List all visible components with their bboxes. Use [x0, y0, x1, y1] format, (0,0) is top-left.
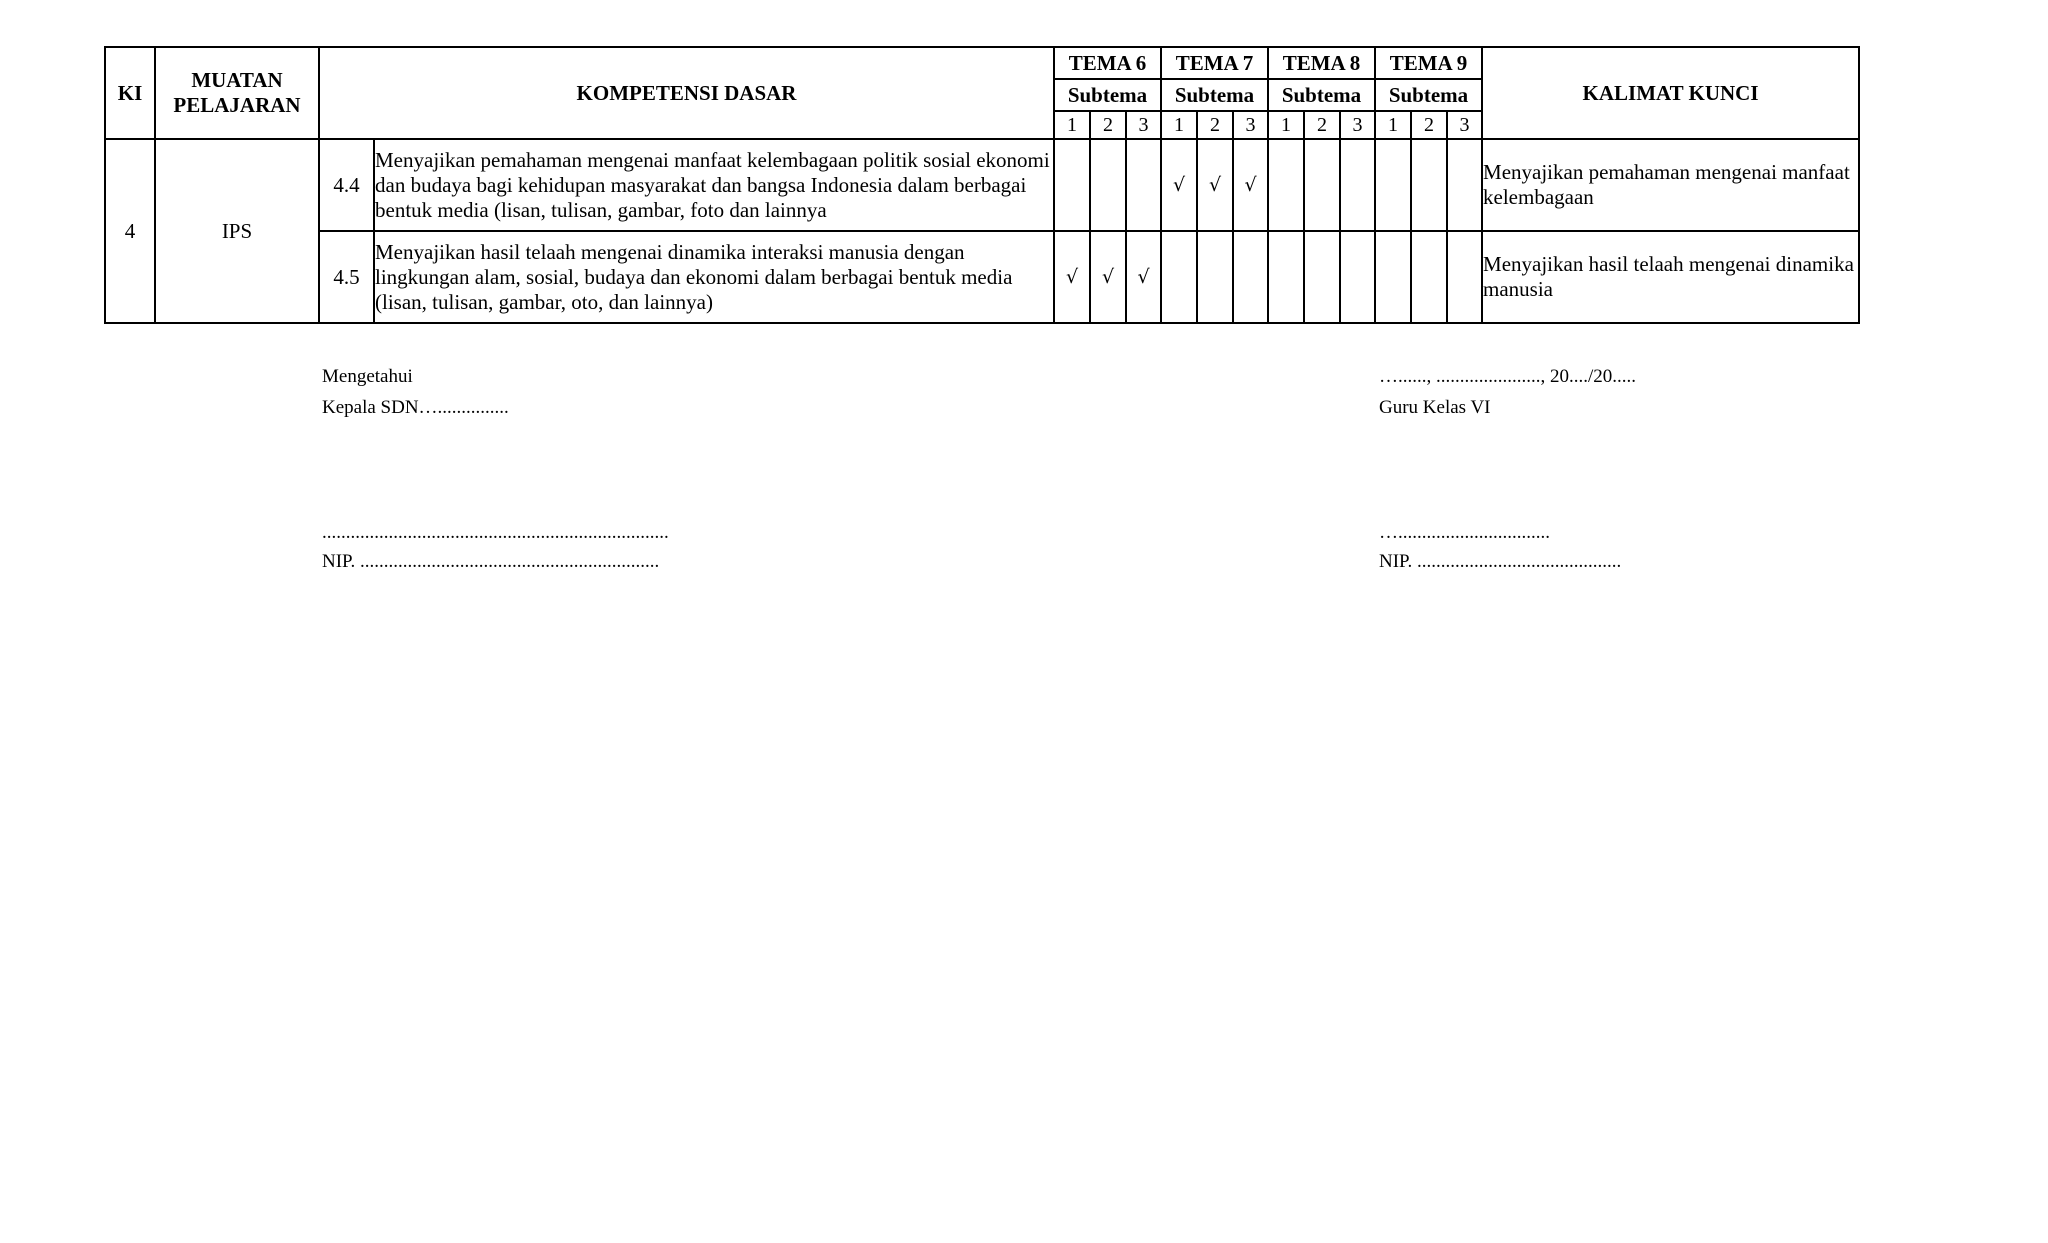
check-cell: √ [1161, 139, 1197, 231]
muatan-cell: IPS [155, 139, 319, 323]
signature-left-nip: NIP. ............................................................... [322, 551, 660, 572]
kompetensi-table [104, 46, 1860, 324]
check-cell: √ [1233, 139, 1268, 231]
check-cell [1304, 231, 1340, 323]
kd-description: Menyajikan pemahaman mengenai manfaat kelembagaan politik sosial ekonomi dan budaya bagi kehidupan masyarakat dan bangsa Indonesia dalam berbagai bentuk media (lisan, tulisan, gambar, foto dan lainnya [374, 139, 1054, 231]
check-cell [1268, 231, 1304, 323]
subtema-number: 2 [1090, 111, 1126, 139]
subtema-number: 2 [1304, 111, 1340, 139]
subtema-number: 1 [1375, 111, 1411, 139]
subtema-number: 3 [1126, 111, 1161, 139]
signature-right-name-line: …................................ [1379, 522, 1550, 543]
check-cell [1375, 139, 1411, 231]
subtema-number: 2 [1197, 111, 1233, 139]
check-cell: √ [1126, 231, 1161, 323]
table-row [105, 139, 1859, 231]
subtema-number: 1 [1268, 111, 1304, 139]
subtema-number: 3 [1447, 111, 1482, 139]
header-tema-6: TEMA 6 [1054, 47, 1161, 79]
header-kalimat-kunci: KALIMAT KUNCI [1482, 47, 1859, 139]
signature-left-acknowledged: Mengetahui [322, 366, 413, 387]
header-subtema: Subtema [1375, 79, 1482, 111]
header-ki: KI [105, 47, 155, 139]
check-cell [1447, 231, 1482, 323]
kd-number: 4.4 [319, 139, 374, 231]
check-cell [1340, 231, 1375, 323]
check-cell [1233, 231, 1268, 323]
kalimat-kunci-cell: Menyajikan hasil telaah mengenai dinamika manusia [1482, 231, 1859, 323]
check-cell: √ [1090, 231, 1126, 323]
subtema-number: 1 [1054, 111, 1090, 139]
signature-right-role: Guru Kelas VI [1379, 397, 1491, 418]
check-cell: √ [1054, 231, 1090, 323]
header-subtema: Subtema [1161, 79, 1268, 111]
check-cell [1054, 139, 1090, 231]
header-subtema: Subtema [1054, 79, 1161, 111]
signature-right-date: …......, ......................, 20..../20..... [1379, 366, 1637, 387]
signature-left-name-line: ......................................................................... [322, 522, 669, 543]
check-cell [1090, 139, 1126, 231]
check-cell [1161, 231, 1197, 323]
subtema-number: 3 [1340, 111, 1375, 139]
check-cell [1411, 231, 1447, 323]
header-tema-7: TEMA 7 [1161, 47, 1268, 79]
check-cell [1304, 139, 1340, 231]
signature-right-nip: NIP. ........................................... [1379, 551, 1622, 572]
header-kompetensi-dasar: KOMPETENSI DASAR [319, 47, 1054, 139]
check-cell [1411, 139, 1447, 231]
subtema-number: 3 [1233, 111, 1268, 139]
table-row [105, 231, 1859, 323]
check-cell [1375, 231, 1411, 323]
check-cell [1447, 139, 1482, 231]
check-cell: √ [1197, 139, 1233, 231]
check-cell [1197, 231, 1233, 323]
check-cell [1126, 139, 1161, 231]
signature-left-principal: Kepala SDN…............... [322, 397, 509, 418]
ki-cell: 4 [105, 139, 155, 323]
kd-number: 4.5 [319, 231, 374, 323]
header-tema-8: TEMA 8 [1268, 47, 1375, 79]
subtema-number: 1 [1161, 111, 1197, 139]
header-muatan-pelajaran: MUATAN PELAJARAN [155, 47, 319, 139]
header-tema-9: TEMA 9 [1375, 47, 1482, 79]
kd-description: Menyajikan hasil telaah mengenai dinamika interaksi manusia dengan lingkungan alam, sosial, budaya dan ekonomi dalam berbagai bentuk media (lisan, tulisan, gambar, oto, dan lainnya) [374, 231, 1054, 323]
check-cell [1268, 139, 1304, 231]
header-subtema: Subtema [1268, 79, 1375, 111]
check-cell [1340, 139, 1375, 231]
subtema-number: 2 [1411, 111, 1447, 139]
kalimat-kunci-cell: Menyajikan pemahaman mengenai manfaat kelembagaan [1482, 139, 1859, 231]
